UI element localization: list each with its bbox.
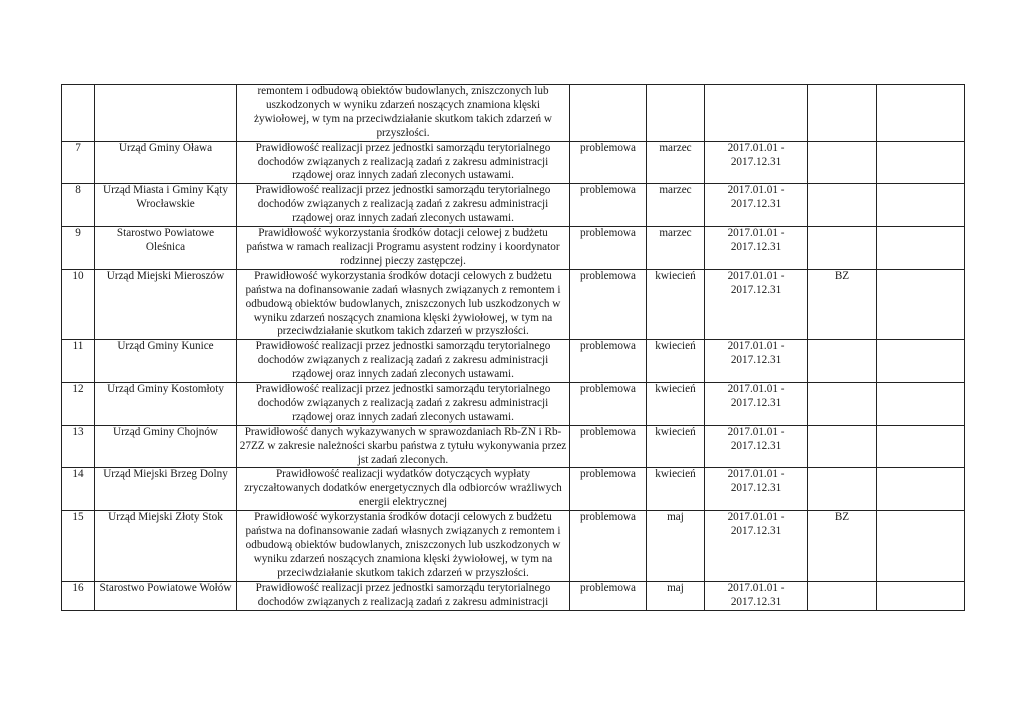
cell-audit-topic: Prawidłowość wykorzystania środków dotacji celowych z budżetu państwa na dofinansowanie zadań własnych związanych z remontem i odbudową obiektów budowlanych, zniszczonych lub uszkodzonych w wyniku zdarzeń noszących znamiona klęski żywiołowej, w tym na przeciwdziałanie skutkom takich zdarzeń w przyszłości. xyxy=(237,511,570,582)
cell-period: 2017.01.01 - 2017.12.31 xyxy=(705,269,808,340)
cell-month: kwiecień xyxy=(647,340,705,383)
cell-audit-topic: Prawidłowość danych wykazywanych w sprawozdaniach Rb-ZN i Rb-27ZZ w zakresie należności skarbu państwa z tytułu wykonywania przez jst zadań zleconych. xyxy=(237,425,570,468)
table-row xyxy=(62,468,965,511)
cell-extra xyxy=(877,141,965,184)
cell-notes xyxy=(808,141,877,184)
cell-audit-type: problemowa xyxy=(570,184,647,227)
cell-audited-unit: Urząd Miejski Mieroszów xyxy=(95,269,237,340)
cell-notes xyxy=(808,184,877,227)
cell-period: 2017.01.01 - 2017.12.31 xyxy=(705,511,808,582)
cell-notes xyxy=(808,340,877,383)
cell-extra xyxy=(877,383,965,426)
cell-number: 14 xyxy=(62,468,95,511)
cell-notes xyxy=(808,383,877,426)
cell-audit-type: problemowa xyxy=(570,141,647,184)
cell-audit-topic: Prawidłowość realizacji przez jednostki samorządu terytorialnego dochodów związanych z realizacją zadań z zakresu administracji rządowej oraz innych zadań zleconych ustawami. xyxy=(237,141,570,184)
cell-notes xyxy=(808,581,877,610)
cell-number xyxy=(62,85,95,142)
cell-audit-type: problemowa xyxy=(570,581,647,610)
table-row xyxy=(62,269,965,340)
cell-notes: BZ xyxy=(808,511,877,582)
cell-extra xyxy=(877,425,965,468)
cell-number: 16 xyxy=(62,581,95,610)
cell-audit-type: problemowa xyxy=(570,425,647,468)
cell-period: 2017.01.01 - 2017.12.31 xyxy=(705,383,808,426)
table-row xyxy=(62,581,965,610)
cell-extra xyxy=(877,511,965,582)
cell-number: 11 xyxy=(62,340,95,383)
cell-notes xyxy=(808,425,877,468)
cell-audited-unit: Urząd Miejski Brzeg Dolny xyxy=(95,468,237,511)
cell-number: 8 xyxy=(62,184,95,227)
cell-number: 15 xyxy=(62,511,95,582)
cell-audit-topic: Prawidłowość wykorzystania środków dotacji celowej z budżetu państwa w ramach realizacji Programu asystent rodziny i koordynator rodzinnej pieczy zastępczej. xyxy=(237,227,570,270)
cell-audit-topic: Prawidłowość realizacji przez jednostki samorządu terytorialnego dochodów związanych z realizacją zadań z zakresu administracji rządowej oraz innych zadań zleconych ustawami. xyxy=(237,184,570,227)
cell-period: 2017.01.01 - 2017.12.31 xyxy=(705,425,808,468)
cell-extra xyxy=(877,269,965,340)
inspection-plan-sheet xyxy=(61,84,964,611)
cell-month: kwiecień xyxy=(647,468,705,511)
cell-number: 9 xyxy=(62,227,95,270)
table-row xyxy=(62,425,965,468)
cell-number: 7 xyxy=(62,141,95,184)
table-row xyxy=(62,511,965,582)
cell-audit-type: problemowa xyxy=(570,269,647,340)
cell-audit-topic: Prawidłowość realizacji przez jednostki samorządu terytorialnego dochodów związanych z realizacją zadań z zakresu administracji xyxy=(237,581,570,610)
cell-period: 2017.01.01 - 2017.12.31 xyxy=(705,340,808,383)
cell-number: 12 xyxy=(62,383,95,426)
cell-audit-topic: remontem i odbudową obiektów budowlanych, zniszczonych lub uszkodzonych w wyniku zdarzeń noszących znamiona klęski żywiołowej, w tym na przeciwdziałanie skutkom takich zdarzeń w przyszłości. xyxy=(237,85,570,142)
cell-audit-type: problemowa xyxy=(570,383,647,426)
cell-period: 2017.01.01 - 2017.12.31 xyxy=(705,581,808,610)
cell-month: marzec xyxy=(647,184,705,227)
cell-audited-unit: Urząd Miasta i Gminy Kąty Wrocławskie xyxy=(95,184,237,227)
cell-audit-type: problemowa xyxy=(570,227,647,270)
table-row xyxy=(62,141,965,184)
cell-period: 2017.01.01 - 2017.12.31 xyxy=(705,141,808,184)
cell-month: kwiecień xyxy=(647,383,705,426)
inspection-plan-body xyxy=(62,85,965,611)
cell-extra xyxy=(877,468,965,511)
cell-audited-unit xyxy=(95,85,237,142)
cell-month: kwiecień xyxy=(647,425,705,468)
cell-extra xyxy=(877,581,965,610)
cell-notes xyxy=(808,85,877,142)
cell-number: 10 xyxy=(62,269,95,340)
cell-audited-unit: Starostwo Powiatowe Oleśnica xyxy=(95,227,237,270)
inspection-plan-table xyxy=(61,84,965,611)
cell-audited-unit: Urząd Miejski Złoty Stok xyxy=(95,511,237,582)
cell-audit-type: problemowa xyxy=(570,340,647,383)
cell-audit-topic: Prawidłowość realizacji wydatków dotyczących wypłaty zryczałtowanych dodatków energetycznych dla odbiorców wrażliwych energii elektrycznej xyxy=(237,468,570,511)
cell-period: 2017.01.01 - 2017.12.31 xyxy=(705,184,808,227)
table-row xyxy=(62,85,965,142)
table-row xyxy=(62,227,965,270)
table-row xyxy=(62,184,965,227)
cell-period: 2017.01.01 - 2017.12.31 xyxy=(705,468,808,511)
cell-period: 2017.01.01 - 2017.12.31 xyxy=(705,227,808,270)
table-row xyxy=(62,340,965,383)
cell-number: 13 xyxy=(62,425,95,468)
cell-audited-unit: Urząd Gminy Kostomłoty xyxy=(95,383,237,426)
cell-audit-type: problemowa xyxy=(570,468,647,511)
cell-month: maj xyxy=(647,581,705,610)
cell-notes xyxy=(808,227,877,270)
cell-audit-topic: Prawidłowość realizacji przez jednostki samorządu terytorialnego dochodów związanych z realizacją zadań z zakresu administracji rządowej oraz innych zadań zleconych ustawami. xyxy=(237,340,570,383)
cell-month: marzec xyxy=(647,141,705,184)
cell-audit-type: problemowa xyxy=(570,511,647,582)
cell-audited-unit: Urząd Gminy Chojnów xyxy=(95,425,237,468)
cell-audited-unit: Urząd Gminy Oława xyxy=(95,141,237,184)
cell-extra xyxy=(877,227,965,270)
cell-notes xyxy=(808,468,877,511)
cell-extra xyxy=(877,340,965,383)
cell-period xyxy=(705,85,808,142)
cell-audit-topic: Prawidłowość realizacji przez jednostki samorządu terytorialnego dochodów związanych z realizacją zadań z zakresu administracji rządowej oraz innych zadań zleconych ustawami. xyxy=(237,383,570,426)
cell-audited-unit: Starostwo Powiatowe Wołów xyxy=(95,581,237,610)
table-row xyxy=(62,383,965,426)
cell-month: marzec xyxy=(647,227,705,270)
cell-month: kwiecień xyxy=(647,269,705,340)
cell-extra xyxy=(877,85,965,142)
cell-extra xyxy=(877,184,965,227)
cell-audited-unit: Urząd Gminy Kunice xyxy=(95,340,237,383)
cell-notes: BZ xyxy=(808,269,877,340)
cell-audit-type xyxy=(570,85,647,142)
cell-audit-topic: Prawidłowość wykorzystania środków dotacji celowych z budżetu państwa na dofinansowanie zadań własnych związanych z remontem i odbudową obiektów budowlanych, zniszczonych lub uszkodzonych w wyniku zdarzeń noszących znamiona klęski żywiołowej, w tym na przeciwdziałanie skutkom takich zdarzeń w przyszłości. xyxy=(237,269,570,340)
cell-month xyxy=(647,85,705,142)
cell-month: maj xyxy=(647,511,705,582)
